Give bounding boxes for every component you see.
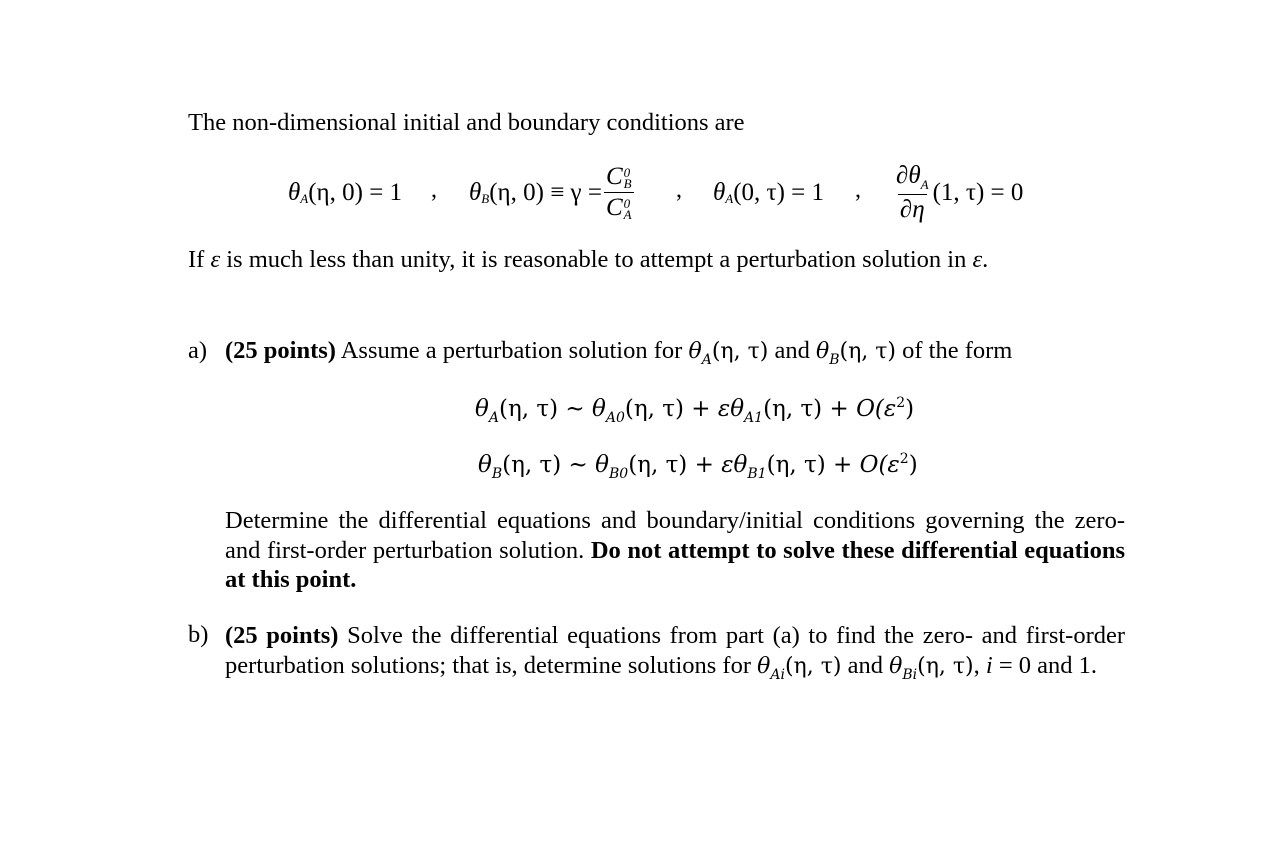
epsilon-sentence: If ε is much less than unity, it is reasonable to attempt a perturbation solution in ε. xyxy=(188,246,989,273)
part-a-label: a) xyxy=(188,337,208,364)
bc-theta-a-boundary: θ A (0, τ) = 1 xyxy=(713,178,825,206)
intro-text: The non-dimensional initial and boundary conditions are xyxy=(188,109,745,136)
boundary-conditions xyxy=(0,155,1275,230)
perturbation-equation-b: $\theta_B(\eta$, τ) ~ $\theta_{B0}(\eta$, $\tau) + \varepsilon\theta_{B1}(\eta$, $\tau) + O(\varepsilon^2)$ xyxy=(478,451,918,482)
perturbation-equation-a: $\theta_A(\eta$, τ) ~ $\theta_{A0}(\eta$, $\tau) + \varepsilon\theta_{A1}(\eta$, $\tau) + O(\varepsilon^2)$ xyxy=(475,395,915,426)
bc-flux-boundary: $\frac{\partial\theta_A}{\partial\eta}$ (1, τ) = 0 xyxy=(896,161,1024,223)
gamma-fraction: C 0 B C 0 A xyxy=(605,163,632,223)
part-a-intro: (25 points) Assume a perturbation solution for $\theta_A(\eta$, τ) and $\theta_B(\eta$, τ) of the form xyxy=(225,337,1013,368)
part-a-paragraph: Determine the differential equations and boundary/initial conditions governing the zero- and first-order perturbation solution. Do not attempt to solve these differential equations at this point. xyxy=(225,507,1125,593)
partial-derivative-fraction: $\frac{\partial\theta_A}{\partial\eta}$ xyxy=(896,161,929,223)
part-b-paragraph: (25 points) Solve the differential equations from part (a) to find the zero- and first-order perturbation solutions; that is, determine solutions for $\theta_{Ai}(\eta$, τ) and $\theta_{Bi}(\eta$, τ), i = 0 and 1. xyxy=(225,622,1126,683)
bc-theta-a-initial: θ A (η, 0) = 1 xyxy=(288,178,403,206)
bc-separator: , xyxy=(855,177,861,203)
bc-theta-b-initial: θ B (η, 0) ≡ γ = C 0 B C 0 A xyxy=(469,163,632,223)
part-b-label: b) xyxy=(188,621,209,648)
bc-separator: , xyxy=(676,177,682,203)
bc-separator: , xyxy=(431,177,437,203)
